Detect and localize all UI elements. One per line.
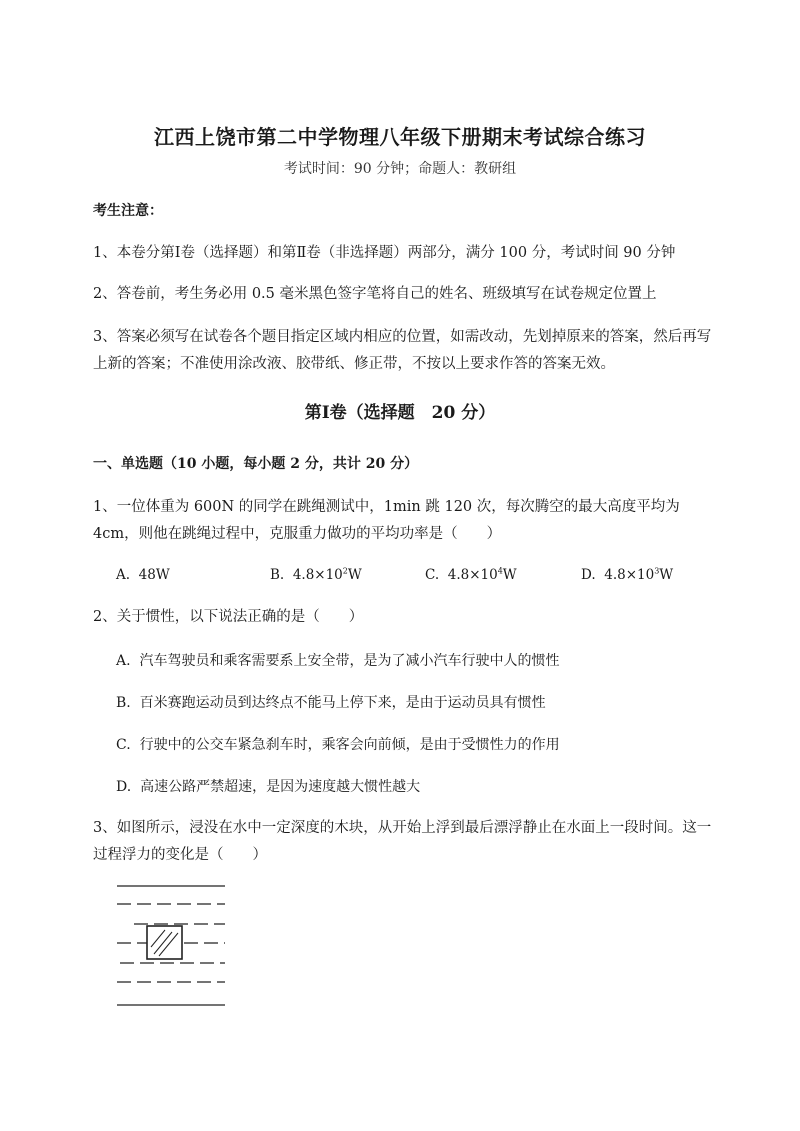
option-text: 4.8×10 <box>447 567 498 583</box>
option-text: 48W <box>138 567 170 583</box>
option-text: 行驶中的公交车紧急刹车时，乘客会向前倾，是由于受惯性力的作用 <box>139 737 560 753</box>
question-1-option-d[interactable] <box>581 567 673 583</box>
question-2-option-d[interactable] <box>116 776 420 796</box>
question-2-option-c[interactable] <box>116 734 560 754</box>
option-letter: C. <box>116 737 131 753</box>
option-text: 4.8×10 <box>292 567 343 583</box>
notice-item-2: 2、答卷前，考生务必用 0.5 毫米黑色签字笔将自己的姓名、班级填写在试卷规定位置上 <box>93 286 657 302</box>
section-title: 第Ⅰ卷（选择题 20 分） <box>304 403 496 423</box>
exam-title: 江西上饶市第二中学物理八年级下册期末考试综合练习 <box>154 125 646 149</box>
option-letter: D. <box>581 567 596 583</box>
option-unit: W <box>347 567 362 583</box>
option-letter: B. <box>270 567 285 583</box>
question-2-option-b[interactable] <box>116 692 546 712</box>
option-text: 百米赛跑运动员到达终点不能马上停下来，是由于运动员具有惯性 <box>139 695 546 711</box>
option-unit: W <box>659 567 674 583</box>
question-2-option-a[interactable] <box>116 650 559 670</box>
option-exponent: 2 <box>342 566 348 576</box>
option-text: 汽车驾驶员和乘客需要系上安全带，是为了减小汽车行驶中人的惯性 <box>139 653 560 669</box>
option-letter: A. <box>116 653 131 669</box>
notice-item-1: 1、本卷分第Ⅰ卷（选择题）和第Ⅱ卷（非选择题）两部分，满分 100 分，考试时间 90 分钟 <box>93 245 676 261</box>
option-unit: W <box>502 567 517 583</box>
option-text: 4.8×10 <box>604 567 655 583</box>
notice-heading: 考生注意： <box>93 203 163 219</box>
option-letter: A. <box>116 567 131 583</box>
question-1-option-b[interactable] <box>270 567 362 583</box>
notice-item-3: 3、答案必须写在试卷各个题目指定区域内相应的位置，如需改动，先划掉原来的答案，然后再写上新的答案；不准使用涂改液、胶带纸、修正带，不按以上要求作答的答案无效。 <box>93 329 712 372</box>
option-exponent: 4 <box>497 566 503 576</box>
question-1-option-a[interactable] <box>116 567 170 583</box>
exam-subtitle: 考试时间：90 分钟；命题人：教研组 <box>283 161 517 177</box>
option-letter: D. <box>116 779 132 795</box>
question-1-stem: 1、一位体重为 600N 的同学在跳绳测试中，1min 跳 120 次，每次腾空的最大高度平均为 4cm，则他在跳绳过程中，克服重力做功的平均功率是（ ） <box>93 499 680 542</box>
question-1-option-c[interactable] <box>425 567 517 583</box>
question-2-stem: 2、关于惯性，以下说法正确的是（ ） <box>93 609 364 625</box>
option-text: 高速公路严禁超速，是因为速度越大惯性越大 <box>140 779 421 795</box>
question-3-stem: 3、如图所示，浸没在水中一定深度的木块，从开始上浮到最后漂浮静止在水面上一段时间。这一过程浮力的变化是（ ） <box>93 820 712 863</box>
option-letter: B. <box>116 695 131 711</box>
water-block-figure <box>112 878 232 1013</box>
option-letter: C. <box>425 567 440 583</box>
option-exponent: 3 <box>654 566 660 576</box>
part-heading: 一、单选题（10 小题，每小题 2 分，共计 20 分） <box>93 456 419 472</box>
